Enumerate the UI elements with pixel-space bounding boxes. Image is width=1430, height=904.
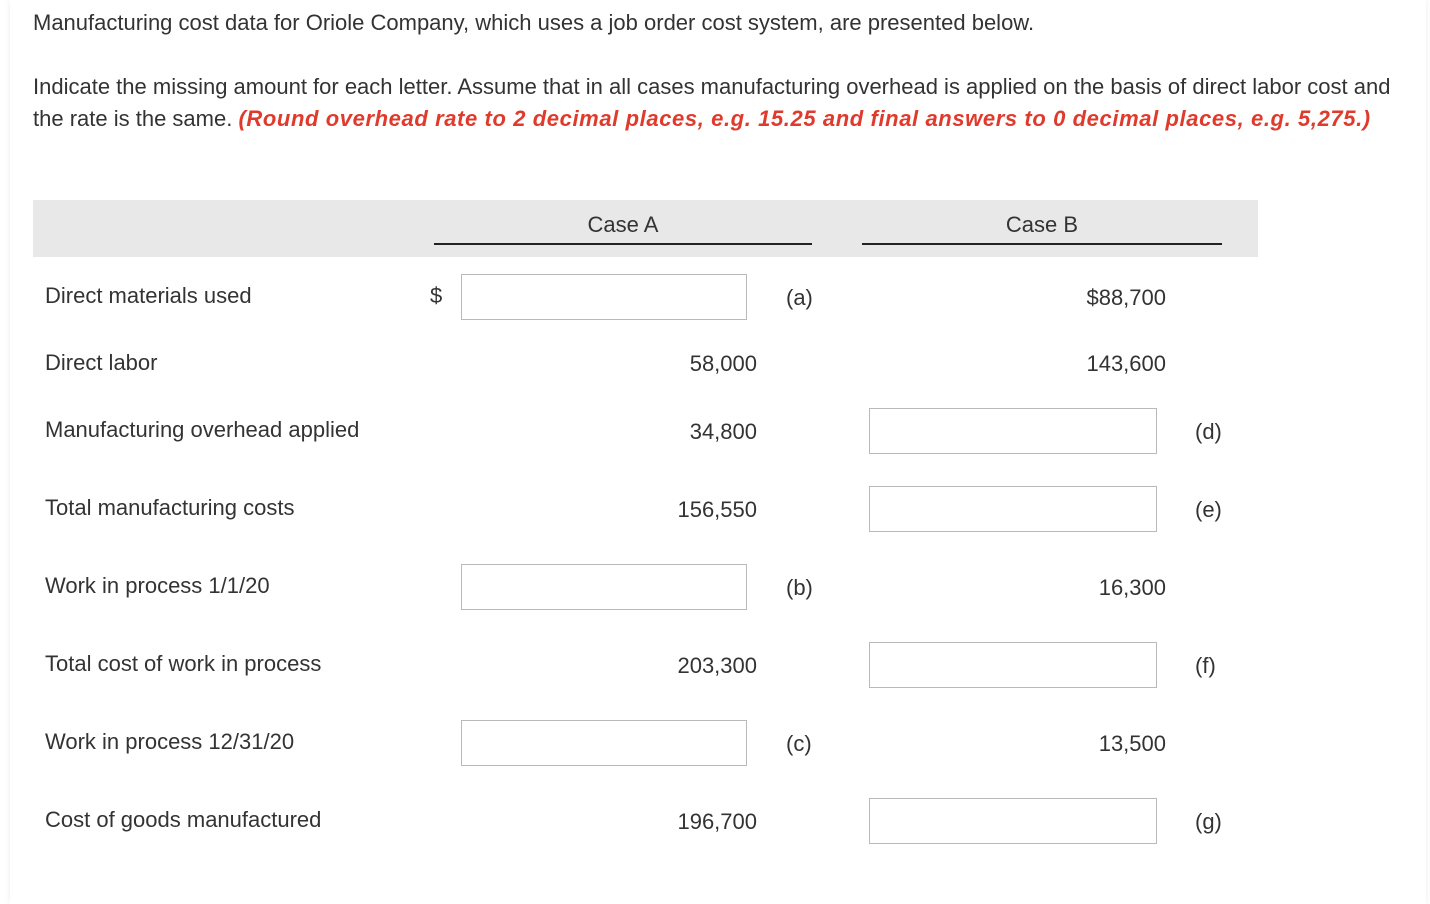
case-b-header: Case B (1005, 212, 1079, 237)
case-a-direct-labor: 58,000 (689, 351, 757, 376)
intro-text: Manufacturing cost data for Oriole Company, which uses a job order cost system, are presented below. (33, 10, 1035, 35)
dollar-sign: $ (430, 283, 443, 308)
answer-input-e[interactable] (869, 486, 1157, 532)
instructions-text (33, 71, 1403, 135)
tag-e: (e) (1195, 497, 1222, 522)
row-label-direct-materials: Direct materials used (45, 283, 252, 308)
answer-input-d[interactable] (869, 408, 1157, 454)
case-a-total-cost-wip: 203,300 (677, 653, 757, 678)
case-b-direct-labor: 143,600 (1086, 351, 1166, 376)
row-label-direct-labor: Direct labor (45, 350, 158, 375)
case-b-wip-ending: 13,500 (1098, 731, 1166, 756)
tag-c: (c) (786, 731, 812, 756)
answer-input-f[interactable] (869, 642, 1157, 688)
case-a-underline (434, 243, 812, 245)
answer-input-a[interactable] (461, 274, 747, 320)
case-a-header: Case A (587, 212, 659, 237)
row-label-wip-beginning: Work in process 1/1/20 (45, 573, 270, 598)
row-label-overhead-applied: Manufacturing overhead applied (45, 417, 360, 442)
row-label-wip-ending: Work in process 12/31/20 (45, 729, 295, 754)
tag-a: (a) (786, 285, 813, 310)
tag-b: (b) (786, 575, 813, 600)
case-b-direct-materials: $88,700 (1086, 285, 1166, 310)
row-label-total-manufacturing-costs: Total manufacturing costs (45, 495, 295, 520)
case-a-total-manufacturing-costs: 156,550 (677, 497, 757, 522)
question-card (10, 0, 1426, 904)
rounding-note: (Round overhead rate to 2 decimal places, e.g. 15.25 and final answers to 0 decimal places, e.g. 5,275.) (238, 106, 1371, 131)
answer-input-g[interactable] (869, 798, 1157, 844)
case-a-cogm: 196,700 (677, 809, 757, 834)
case-b-wip-beginning: 16,300 (1098, 575, 1166, 600)
tag-f: (f) (1195, 653, 1216, 678)
instructions-body: Indicate the missing amount for each letter. Assume that in all cases manufacturing overhead is applied on the basis of direct labor cost and the rate is the same. (33, 74, 1391, 131)
tag-g: (g) (1195, 809, 1222, 834)
case-b-underline (862, 243, 1222, 245)
answer-input-c[interactable] (461, 720, 747, 766)
answer-input-b[interactable] (461, 564, 747, 610)
row-label-cogm: Cost of goods manufactured (45, 807, 322, 832)
case-a-overhead-applied: 34,800 (689, 419, 757, 444)
row-label-total-cost-wip: Total cost of work in process (45, 651, 322, 676)
tag-d: (d) (1195, 419, 1222, 444)
